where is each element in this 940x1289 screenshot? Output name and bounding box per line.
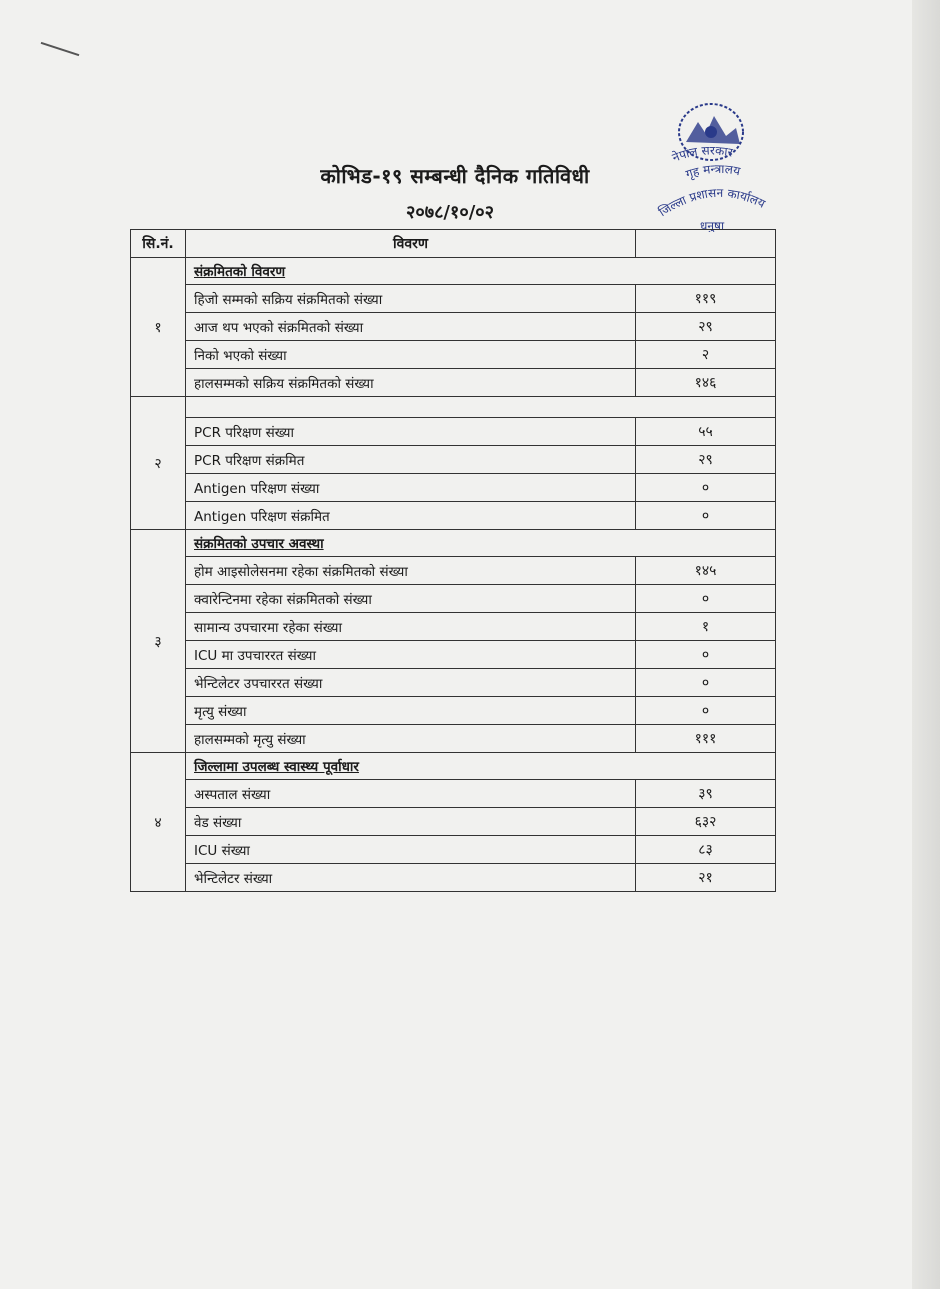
table-row <box>131 285 776 313</box>
covid-activity-table <box>130 229 776 892</box>
section-title: जिल्लामा उपलब्ध स्वास्थ्य पूर्वाधार <box>186 753 776 780</box>
report-date: २०७८/१०/०२ <box>405 202 495 223</box>
row-value: ६३२ <box>636 808 776 836</box>
section-title <box>186 397 776 418</box>
office-seal-stamp <box>636 92 786 232</box>
section-row <box>131 753 776 780</box>
table-row <box>131 585 776 613</box>
row-label: मृत्यु संख्या <box>186 697 636 725</box>
row-label: हालसम्मको सक्रिय संक्रमितको संख्या <box>186 369 636 397</box>
section-title: संक्रमितको विवरण <box>186 258 776 285</box>
serial-number: १ <box>131 258 186 397</box>
table-row <box>131 641 776 669</box>
table-row <box>131 446 776 474</box>
row-value: १११ <box>636 725 776 753</box>
serial-number: ४ <box>131 753 186 892</box>
row-label: क्वारेन्टिनमा रहेका संक्रमितको संख्या <box>186 585 636 613</box>
row-label: निको भएको संख्या <box>186 341 636 369</box>
row-value: ११९ <box>636 285 776 313</box>
row-label: आज थप भएको संक्रमितको संख्या <box>186 313 636 341</box>
row-value: ० <box>636 669 776 697</box>
row-value: २९ <box>636 446 776 474</box>
table-row <box>131 669 776 697</box>
table-row <box>131 341 776 369</box>
row-value: ० <box>636 697 776 725</box>
row-value: ० <box>636 474 776 502</box>
header-description: विवरण <box>186 230 636 258</box>
seal-line-2: गृह मन्त्रालय <box>683 161 742 182</box>
svg-text:नेपाल सरकार <box>670 143 735 164</box>
table-row <box>131 613 776 641</box>
table-row <box>131 697 776 725</box>
row-label: सामान्य उपचारमा रहेका संख्या <box>186 613 636 641</box>
row-label: हालसम्मको मृत्यु संख्या <box>186 725 636 753</box>
section-title: संक्रमितको उपचार अवस्था <box>186 530 776 557</box>
row-label: ICU मा उपचाररत संख्या <box>186 641 636 669</box>
serial-number: २ <box>131 397 186 530</box>
row-label: Antigen परिक्षण संख्या <box>186 474 636 502</box>
section-row <box>131 530 776 557</box>
row-value: ८३ <box>636 836 776 864</box>
table-row <box>131 418 776 446</box>
section-row <box>131 397 776 418</box>
row-label: अस्पताल संख्या <box>186 780 636 808</box>
row-value: २ <box>636 341 776 369</box>
row-value: ० <box>636 641 776 669</box>
table-row <box>131 557 776 585</box>
header-sn: सि.नं. <box>131 230 186 258</box>
section-row <box>131 258 776 285</box>
table-row <box>131 725 776 753</box>
seal-line-4: धनुषा <box>700 219 725 232</box>
row-value: १४५ <box>636 557 776 585</box>
seal-emblem-icon <box>636 92 786 232</box>
table-row <box>131 836 776 864</box>
table-row <box>131 808 776 836</box>
seal-line-1: नेपाल सरकार <box>670 143 734 165</box>
table-row <box>131 780 776 808</box>
page-title: कोभिड-१९ सम्बन्धी दैनिक गतिविधी <box>320 164 590 188</box>
table-row <box>131 502 776 530</box>
table-row <box>131 864 776 892</box>
row-value: ० <box>636 502 776 530</box>
row-value: २१ <box>636 864 776 892</box>
row-value: १ <box>636 613 776 641</box>
row-value: २९ <box>636 313 776 341</box>
row-label: होम आइसोलेसनमा रहेका संक्रमितको संख्या <box>186 557 636 585</box>
table-row <box>131 313 776 341</box>
row-label: भेन्टिलेटर उपचाररत संख्या <box>186 669 636 697</box>
paper-edge <box>912 0 940 1289</box>
row-value: ३९ <box>636 780 776 808</box>
header-value <box>636 230 776 258</box>
row-label: हिजो सम्मको सक्रिय संक्रमितको संख्या <box>186 285 636 313</box>
row-label: भेन्टिलेटर संख्या <box>186 864 636 892</box>
table-header-row <box>131 230 776 258</box>
row-label: Antigen परिक्षण संक्रमित <box>186 502 636 530</box>
row-label: वेड संख्या <box>186 808 636 836</box>
table-row <box>131 474 776 502</box>
row-value: १४६ <box>636 369 776 397</box>
serial-number: ३ <box>131 530 186 753</box>
row-label: PCR परिक्षण संख्या <box>186 418 636 446</box>
row-value: ० <box>636 585 776 613</box>
table-row <box>131 369 776 397</box>
scan-mark <box>41 42 80 56</box>
row-label: PCR परिक्षण संक्रमित <box>186 446 636 474</box>
row-value: ५५ <box>636 418 776 446</box>
seal-line-3: जिल्ला प्रशासन कार्यालय <box>656 185 768 220</box>
row-label: ICU संख्या <box>186 836 636 864</box>
svg-text:गृह मन्त्रालय <box>684 162 742 182</box>
svg-text:जिल्ला प्रशासन कार्यालय <box>656 186 768 219</box>
